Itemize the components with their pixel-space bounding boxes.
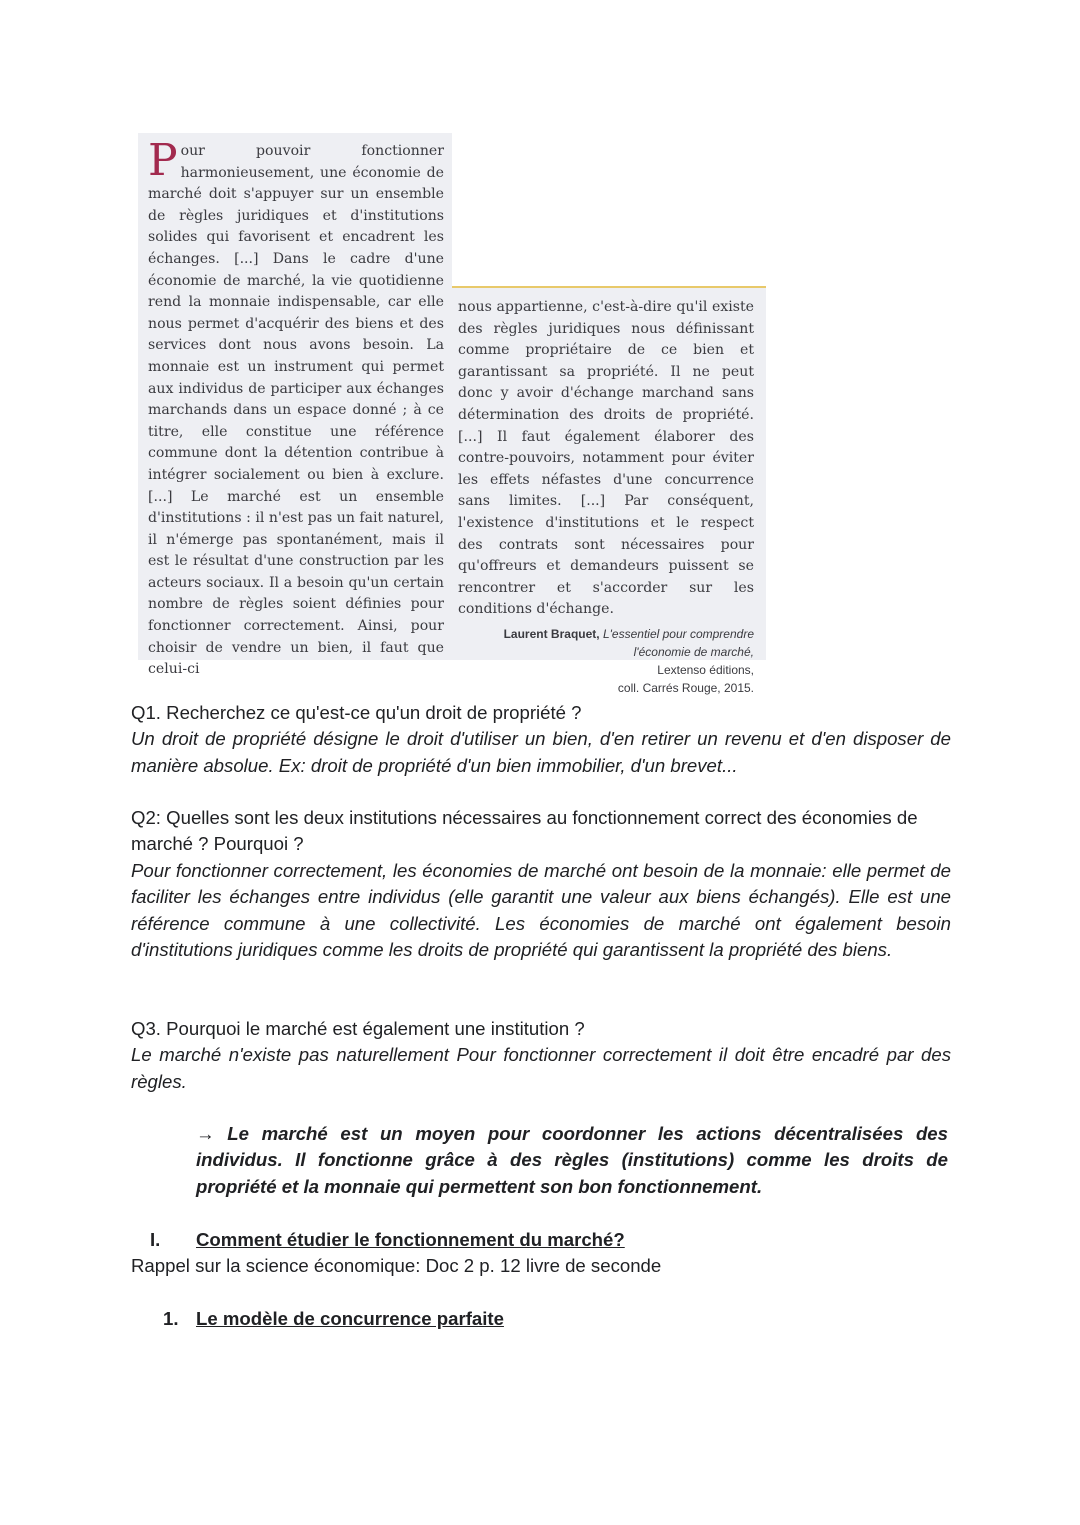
- excerpt-right-column: [452, 286, 766, 695]
- conclusion: [196, 1121, 948, 1200]
- reminder-text: Rappel sur la science économique: Doc 2 p. 12 livre de seconde: [131, 1255, 662, 1276]
- q2-question: Q2: Quelles sont les deux institutions nécessaires au fonctionnement correct des économies de marché ? Pourquoi ?: [131, 807, 918, 855]
- conclusion-text: → Le marché est un moyen pour coordonner les actions décentralisées des individus. Il fonctionne grâce à des règles (institutions) comme les droits de propriété et la monnaie qui permettent son bon fonctionnement.: [196, 1123, 948, 1197]
- q2-answer: Pour fonctionner correctement, les économies de marché ont besoin de la monnaie: elle permet de faciliter les échanges entre individus (elle garantit une valeur aux biens échangés). Elle est une référence commune à une collectivité. Les économies de marché ont également besoin d'institutions juridiques comme les droits de propriété qui garantissent la propriété des biens.: [131, 859, 951, 961]
- section-number: I.: [150, 1229, 161, 1250]
- excerpt-left-column: [138, 133, 452, 678]
- q1-question: Q1. Recherchez ce qu'est-ce qu'un droit de propriété ?: [131, 702, 582, 723]
- source-work: L'essentiel pour comprendre l'économie de marché,: [602, 626, 754, 659]
- question-3: [131, 1016, 951, 1095]
- section-reminder: [131, 1253, 951, 1279]
- q1-answer: Un droit de propriété désigne le droit d'utiliser un bien, d'en retirer un revenu et d'en disposer de manière absolue. Ex: droit de propriété d'un bien immobilier, d'un brevet...: [131, 728, 951, 776]
- question-1: [131, 700, 951, 779]
- question-2: [131, 805, 951, 963]
- excerpt-dropcap: P: [148, 135, 178, 186]
- source-publisher: Lextenso éditions,: [657, 662, 754, 677]
- subsection-title: Le modèle de concurrence parfaite: [196, 1308, 504, 1329]
- section-heading: [150, 1227, 970, 1253]
- subsection-heading: [163, 1306, 983, 1332]
- source-author: Laurent Braquet,: [503, 626, 600, 641]
- subsection-number: 1.: [163, 1308, 179, 1329]
- q3-answer: Le marché n'existe pas naturellement Pour fonctionner correctement il doit être encadré par des règles.: [131, 1044, 951, 1092]
- excerpt-left-text: our pouvoir fonctionner harmonieusement, une économie de marché doit s'appuyer sur un ensemble de règles juridiques et d'institutions solides qui favorisent et encadrent les échanges. [...] Dans le cadre d'une économie de marché, la vie quotidienne rend la monnaie indispensable, car elle nous permet d'acquérir des biens et des services dont nous avons besoin. La monnaie est un instrument qui permet aux individus de participer aux échanges marchands dans un espace donné ; à ce titre, elle constitue une référence commune dont la détention contribue à intégrer socialement ou bien à exclure. [...] Le marché est un ensemble d'institutions : il n'est pas un fait naturel, il n'émerge pas spontanément, mais il est le résultat d'une construction par les acteurs sociaux. Il a besoin qu'un certain nombre de règles soient définies pour fonctionner correctement. Ainsi, pour choisir de vendre un bien, il faut que celui-ci: [148, 143, 444, 678]
- section-title: Comment étudier le fonctionnement du marché?: [196, 1229, 625, 1250]
- source-collection: coll. Carrés Rouge, 2015.: [617, 680, 754, 695]
- excerpt-right-text: nous appartienne, c'est-à-dire qu'il existe des règles juridiques nous définissant comme propriétaire de ce bien et garantissant sa propriété. Il ne peut donc y avoir d'échange marchand sans détermination des droits de propriété. [...] Il faut également élaborer des contre-pouvoirs, notamment pour éviter les effets néfastes d'une concurrence sans limites. [...] Par conséquent, l'existence d'institutions et le respect des contrats sont nécessaires pour qu'offreurs et demandeurs puissent se rencontrer et s'accorder sur les conditions d'échange.: [458, 299, 754, 618]
- q3-question: Q3. Pourquoi le marché est également une institution ?: [131, 1018, 585, 1039]
- excerpt-source: [458, 625, 754, 697]
